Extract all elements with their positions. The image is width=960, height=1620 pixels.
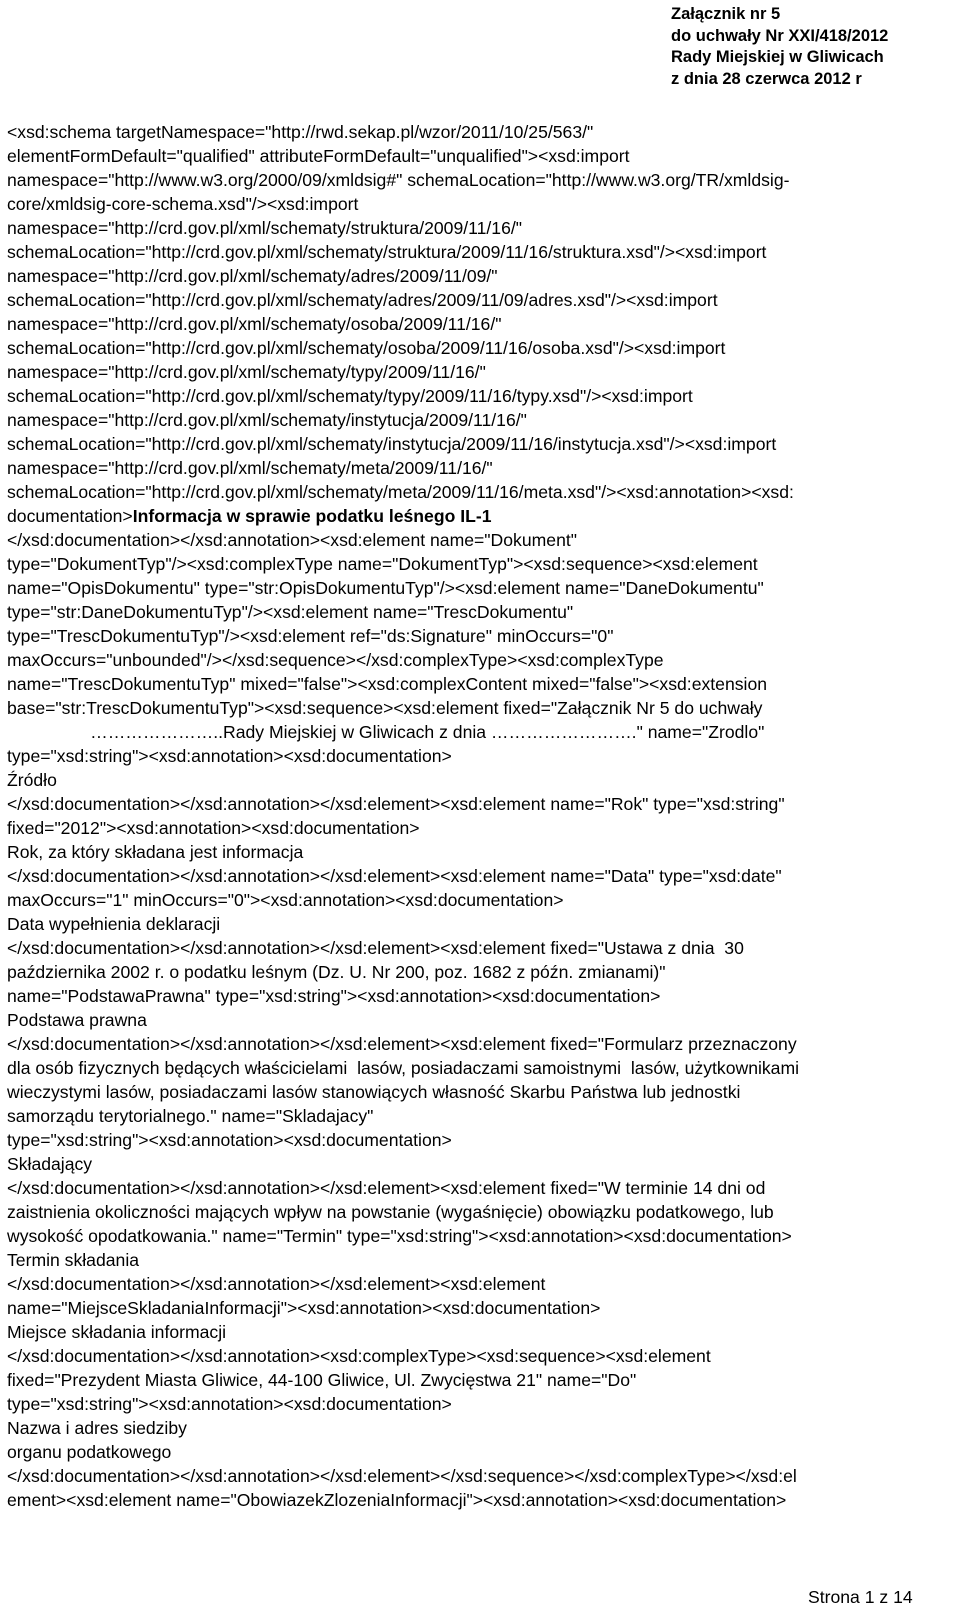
xsd-schema-text bbox=[7, 120, 955, 1512]
text-line: października 2002 r. o podatku leśnym (Dz. U. Nr 200, poz. 1682 z późn. zmianami)" bbox=[7, 962, 666, 982]
text-line: Źródło bbox=[7, 770, 57, 790]
text-line: namespace="http://crd.gov.pl/xml/schematy/struktura/2009/11/16/" bbox=[7, 218, 522, 238]
document-title: Informacja w sprawie podatku leśnego IL-1 bbox=[132, 506, 492, 526]
text-line: Termin składania bbox=[7, 1250, 140, 1270]
text-line: Data wypełnienia deklaracji bbox=[7, 914, 221, 934]
text-line: schemaLocation="http://crd.gov.pl/xml/schematy/adres/2009/11/09/adres.xsd"/><xsd:import bbox=[7, 290, 718, 310]
text-line: type="TrescDokumentuTyp"/><xsd:element ref="ds:Signature" minOccurs="0" bbox=[7, 626, 614, 646]
text-line: zaistnienia okoliczności mających wpływ na powstanie (wygaśnięcie) obowiązku podatkowego, lub bbox=[7, 1202, 774, 1222]
text-line: </xsd:documentation></xsd:annotation></xsd:element><xsd:element fixed="Ustawa z dnia 30 bbox=[7, 938, 744, 958]
text-line-with-title bbox=[7, 504, 955, 528]
text-line: namespace="http://crd.gov.pl/xml/schematy/osoba/2009/11/16/" bbox=[7, 314, 502, 334]
text-line: ement><xsd:element name="ObowiazekZlozeniaInformacji"><xsd:annotation><xsd:documentation> bbox=[7, 1490, 787, 1510]
text-line: name="PodstawaPrawna" type="xsd:string"><xsd:annotation><xsd:documentation> bbox=[7, 986, 661, 1006]
text-line: </xsd:documentation></xsd:annotation></xsd:element><xsd:element fixed="Formularz przeznaczony bbox=[7, 1034, 797, 1054]
text-line: wieczystymi lasów, posiadaczami lasów stanowiących własność Skarbu Państwa lub jednostki bbox=[7, 1082, 741, 1102]
text-line: base="str:TrescDokumentuTyp"><xsd:sequence><xsd:element fixed="Załącznik Nr 5 do uchwały bbox=[7, 698, 763, 718]
text-line: </xsd:documentation></xsd:annotation><xsd:element name="Dokument" bbox=[7, 530, 577, 550]
text-line: name="OpisDokumentu" type="str:OpisDokumentuTyp"/><xsd:element name="DaneDokumentu" bbox=[7, 578, 764, 598]
text-line: Rok, za który składana jest informacja bbox=[7, 842, 304, 862]
text-line: schemaLocation="http://crd.gov.pl/xml/schematy/typy/2009/11/16/typy.xsd"/><xsd:import bbox=[7, 386, 693, 406]
text-line: </xsd:documentation></xsd:annotation><xsd:complexType><xsd:sequence><xsd:element bbox=[7, 1346, 711, 1366]
header-line-resolution: do uchwały Nr XXI/418/2012 bbox=[671, 26, 889, 45]
text-line: maxOccurs="1" minOccurs="0"><xsd:annotation><xsd:documentation> bbox=[7, 890, 564, 910]
text-line: Nazwa i adres siedziby bbox=[7, 1418, 187, 1438]
text-line: elementFormDefault="qualified" attributeFormDefault="unqualified"><xsd:import bbox=[7, 146, 630, 166]
text-line: namespace="http://crd.gov.pl/xml/schematy/adres/2009/11/09/" bbox=[7, 266, 498, 286]
text-line: type="str:DaneDokumentuTyp"/><xsd:element name="TrescDokumentu" bbox=[7, 602, 574, 622]
text-line: schemaLocation="http://crd.gov.pl/xml/schematy/osoba/2009/11/16/osoba.xsd"/><xsd:import bbox=[7, 338, 726, 358]
text-line: schemaLocation="http://crd.gov.pl/xml/schematy/meta/2009/11/16/meta.xsd"/><xsd:annotation><xsd: bbox=[7, 482, 794, 502]
header-line-date: z dnia 28 czerwca 2012 r bbox=[671, 69, 862, 88]
text-line: namespace="http://crd.gov.pl/xml/schematy/instytucja/2009/11/16/" bbox=[7, 410, 527, 430]
text-line: fixed="2012"><xsd:annotation><xsd:documentation> bbox=[7, 818, 420, 838]
text-line: type="xsd:string"><xsd:annotation><xsd:documentation> bbox=[7, 1394, 452, 1414]
text-line: type="xsd:string"><xsd:annotation><xsd:documentation> bbox=[7, 746, 452, 766]
text-line: schemaLocation="http://crd.gov.pl/xml/schematy/struktura/2009/11/16/struktura.xsd"/><xsd:import bbox=[7, 242, 767, 262]
text-line: name="MiejsceSkladaniaInformacji"><xsd:annotation><xsd:documentation> bbox=[7, 1298, 601, 1318]
text-line: <xsd:schema targetNamespace="http://rwd.sekap.pl/wzor/2011/10/25/563/" bbox=[7, 122, 594, 142]
text-line: name="TrescDokumentuTyp" mixed="false"><xsd:complexContent mixed="false"><xsd:extension bbox=[7, 674, 768, 694]
text-line: samorządu terytorialnego." name="Skladajacy" bbox=[7, 1106, 374, 1126]
header-line-attachment: Załącznik nr 5 bbox=[671, 5, 781, 23]
text-line: </xsd:documentation></xsd:annotation></xsd:element></xsd:sequence></xsd:complexType></xsd:el bbox=[7, 1466, 797, 1486]
page-number: Strona 1 z 14 bbox=[808, 1587, 913, 1607]
text-line: Miejsce składania informacji bbox=[7, 1322, 227, 1342]
text-line: type="xsd:string"><xsd:annotation><xsd:documentation> bbox=[7, 1130, 452, 1150]
text-line: </xsd:documentation></xsd:annotation></xsd:element><xsd:element name="Data" type="xsd:date" bbox=[7, 866, 782, 886]
text-line: </xsd:documentation></xsd:annotation></xsd:element><xsd:element fixed="W terminie 14 dni od bbox=[7, 1178, 766, 1198]
text-line: maxOccurs="unbounded"/></xsd:sequence></xsd:complexType><xsd:complexType bbox=[7, 650, 664, 670]
text-line: Składający bbox=[7, 1154, 93, 1174]
text-line: namespace="http://crd.gov.pl/xml/schematy/meta/2009/11/16/" bbox=[7, 458, 493, 478]
text-line: </xsd:documentation></xsd:annotation></xsd:element><xsd:element name="Rok" type="xsd:string" bbox=[7, 794, 785, 814]
text-line: namespace="http://www.w3.org/2000/09/xmldsig#" schemaLocation="http://www.w3.org/TR/xmldsig- bbox=[7, 170, 790, 190]
text-line: </xsd:documentation></xsd:annotation></xsd:element><xsd:element bbox=[7, 1274, 546, 1294]
text-line: schemaLocation="http://crd.gov.pl/xml/schematy/instytucja/2009/11/16/instytucja.xsd"/><xsd:import bbox=[7, 434, 777, 454]
text-line: organu podatkowego bbox=[7, 1442, 172, 1462]
text-line: fixed="Prezydent Miasta Gliwice, 44-100 Gliwice, Ul. Zwycięstwa 21" name="Do" bbox=[7, 1370, 637, 1390]
text-line: dla osób fizycznych będących właścicielami lasów, posiadaczami samoistnymi lasów, użytkownikami bbox=[7, 1058, 800, 1078]
header-line-council: Rady Miejskiej w Gliwicach bbox=[671, 48, 884, 66]
documentation-open-tag: documentation> bbox=[7, 506, 133, 526]
text-line: type="DokumentTyp"/><xsd:complexType name="DokumentTyp"><xsd:sequence><xsd:element bbox=[7, 554, 758, 574]
text-line: …………………..Rady Miejskiej w Gliwicach z dnia ……………………." name="Zrodlo" bbox=[7, 722, 765, 742]
text-line: namespace="http://crd.gov.pl/xml/schematy/typy/2009/11/16/" bbox=[7, 362, 486, 382]
attachment-header bbox=[671, 4, 951, 90]
text-line: wysokość opodatkowania." name="Termin" type="xsd:string"><xsd:annotation><xsd:documentation> bbox=[7, 1226, 792, 1246]
text-line: core/xmldsig-core-schema.xsd"/><xsd:import bbox=[7, 194, 359, 214]
text-line: Podstawa prawna bbox=[7, 1010, 147, 1030]
